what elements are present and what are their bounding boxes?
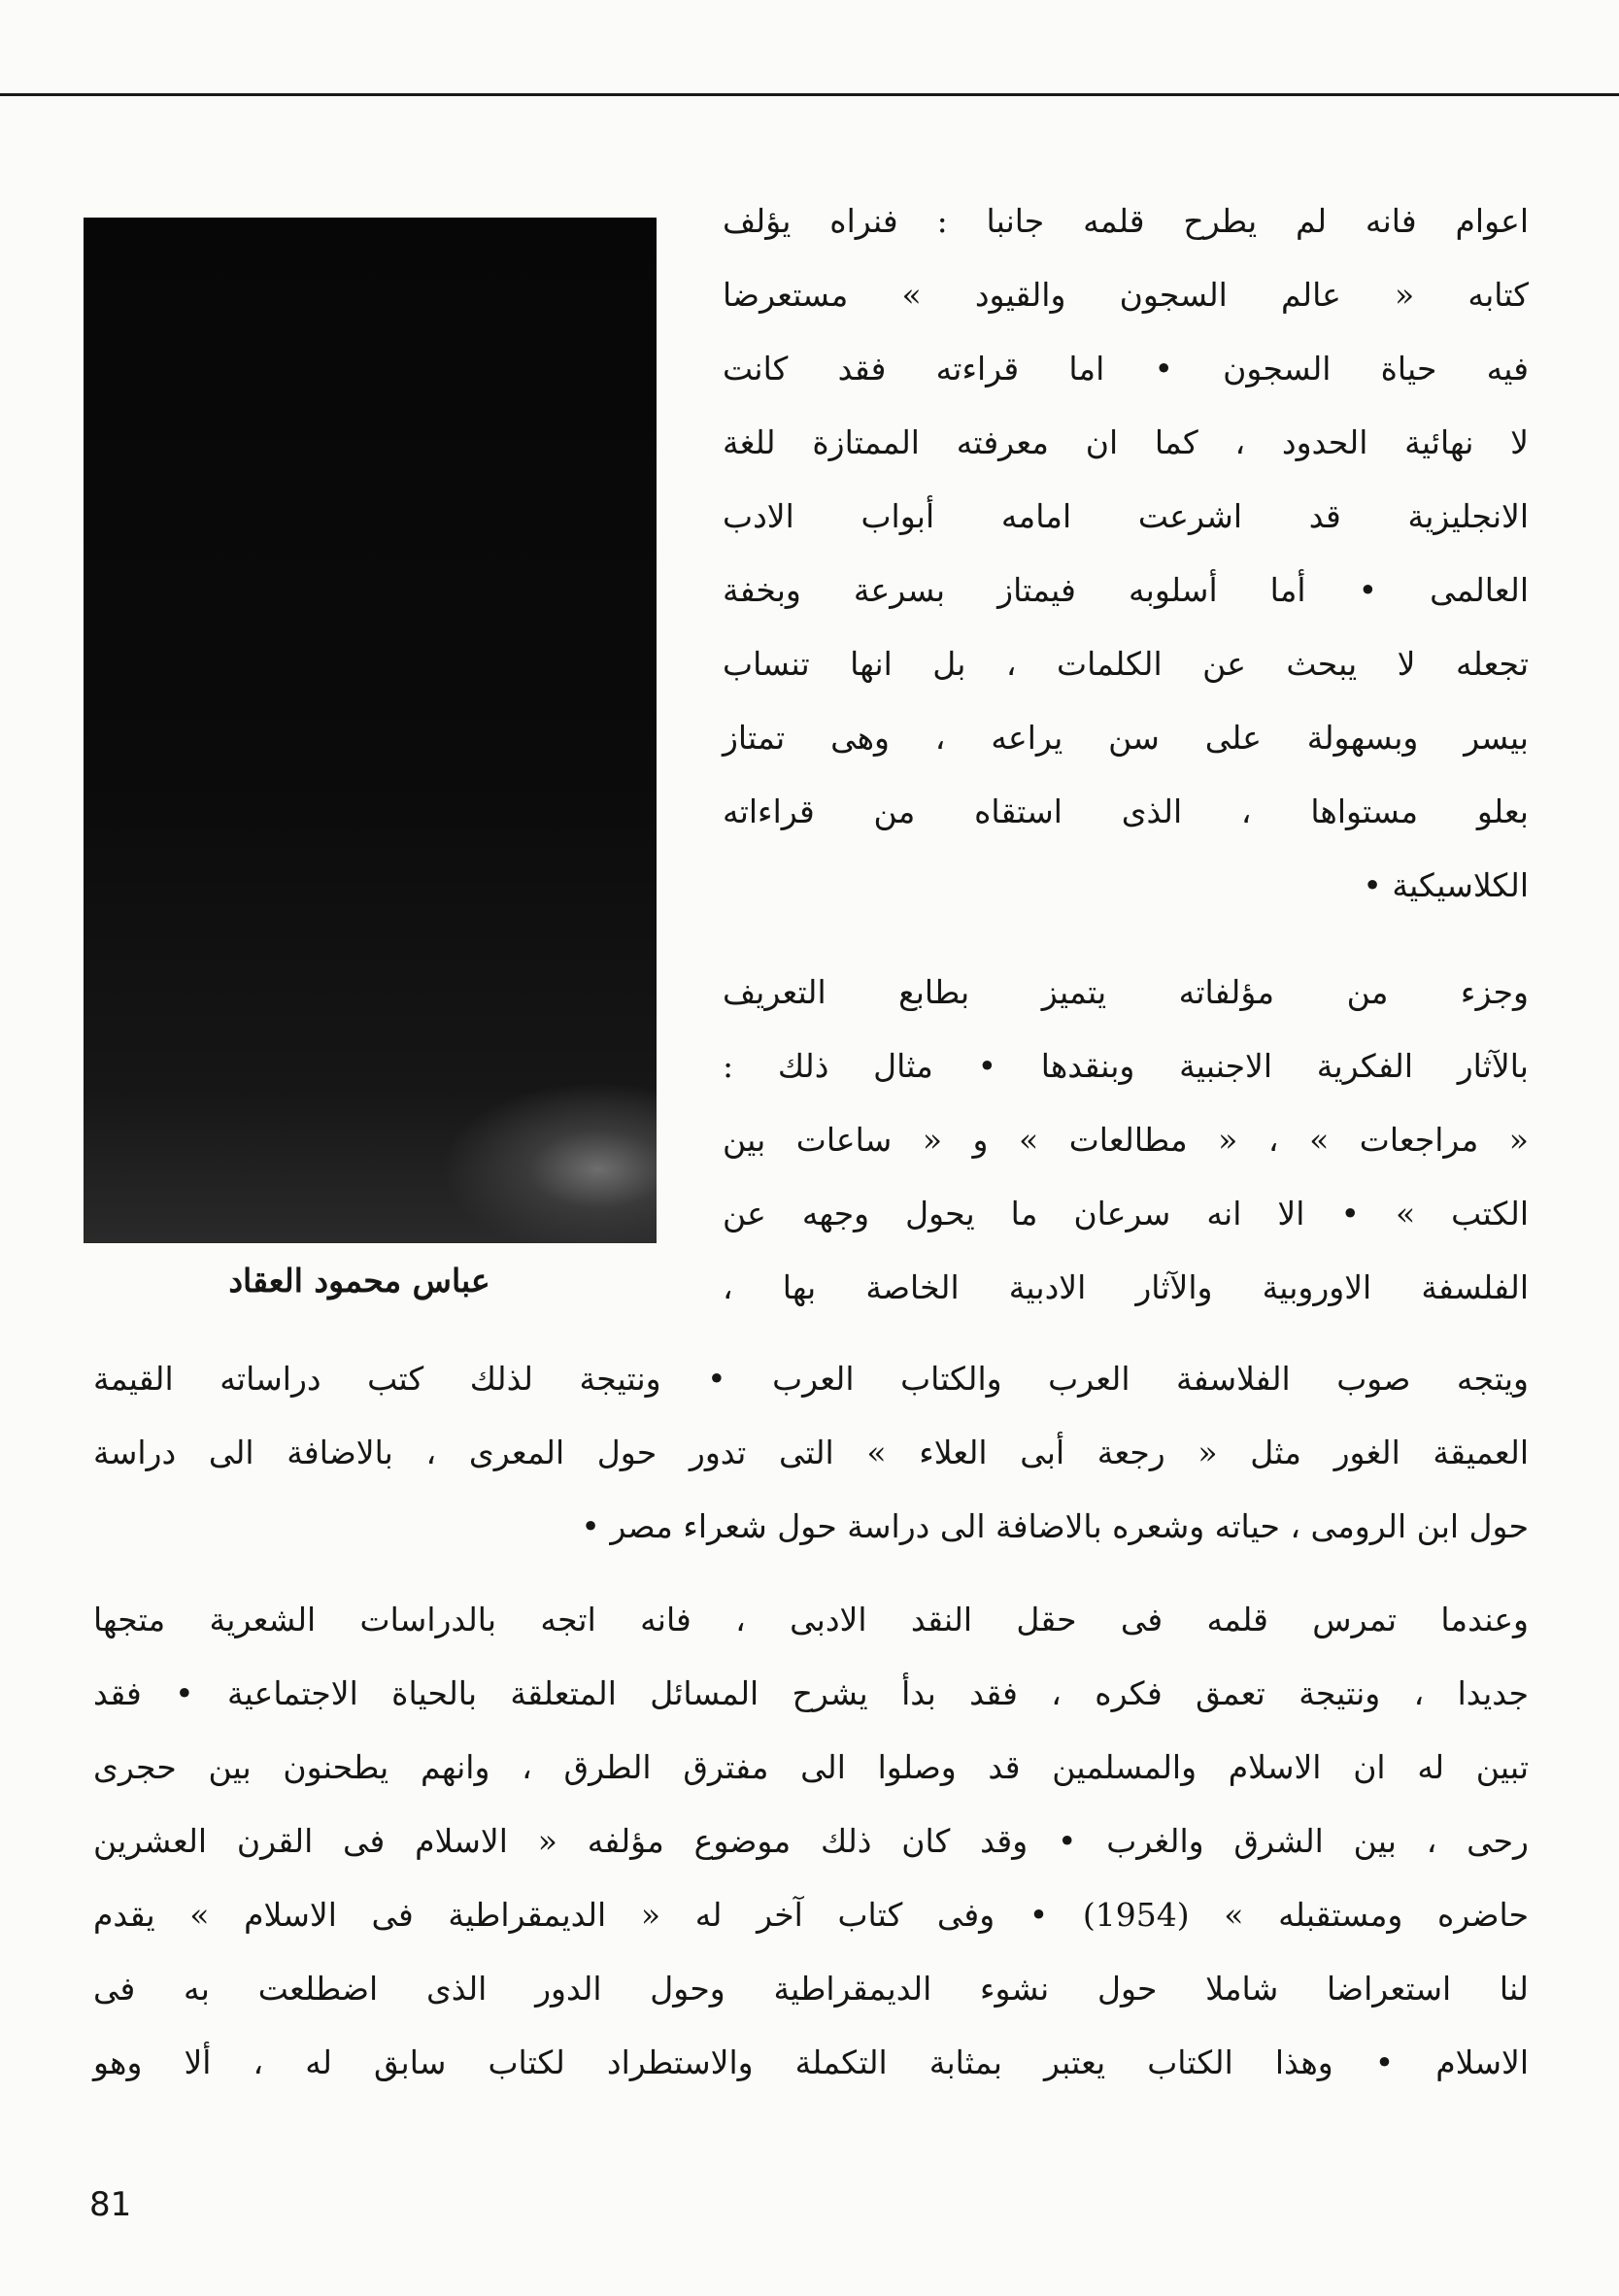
text-line: حاضره ومستقبله » (1954) • وفى كتاب آخر له « الديمقراطية فى الاسلام » يقدم xyxy=(93,1896,1529,1934)
text-line: وجزء من مؤلفاته يتميز بطابع التعريف xyxy=(723,973,1529,1011)
text-line: اعوام فانه لم يطرح قلمه جانبا : فنراه يؤلف xyxy=(723,202,1529,240)
full-width-paragraph-2 xyxy=(93,1583,1529,2100)
text-line: كتابه « عالم السجون والقيود » مستعرضا xyxy=(723,276,1529,314)
text-line: الكتب » • الا انه سرعان ما يحول وجهه عن xyxy=(723,1195,1529,1232)
text-line: « مراجعات » ، « مطالعات » و « ساعات بين xyxy=(723,1121,1529,1159)
text-line: الاسلام • وهذا الكتاب يعتبر بمثابة التكملة والاستطراد لكتاب سابق له ، ألا وهو xyxy=(93,2043,1529,2081)
right-column-text xyxy=(723,185,1529,1325)
text-line: بعلو مستواها ، الذى استقاه من قراءاته xyxy=(723,793,1529,830)
portrait-photo xyxy=(84,218,657,1243)
header-rule xyxy=(0,93,1619,96)
full-width-paragraph-1 xyxy=(93,1342,1529,1564)
text-line: رحى ، بين الشرق والغرب • وقد كان ذلك موضوع مؤلفه « الاسلام فى القرن العشرين xyxy=(93,1822,1529,1860)
text-line: لا نهائية الحدود ، كما ان معرفته الممتازة للغة xyxy=(723,423,1529,461)
text-line: فيه حياة السجون • اما قراءته فقد كانت xyxy=(723,350,1529,388)
text-line: وعندما تمرس قلمه فى حقل النقد الادبى ، فانه اتجه بالدراسات الشعرية متجها xyxy=(93,1601,1529,1638)
text-line: بالآثار الفكرية الاجنبية وبنقدها • مثال ذلك : xyxy=(723,1047,1529,1085)
photo-caption: عباس محمود العقاد xyxy=(228,1262,490,1300)
text-line: ويتجه صوب الفلاسفة العرب والكتاب العرب • ونتيجة لذلك كتب دراساته القيمة xyxy=(93,1360,1529,1398)
text-line: بيسر وبسهولة على سن يراعه ، وهى تمتاز xyxy=(723,719,1529,757)
page-number: 81 xyxy=(89,2185,132,2224)
text-line: الانجليزية قد اشرعت امامه أبواب الادب xyxy=(723,497,1529,535)
text-line: جديدا ، ونتيجة تعمق فكره ، فقد بدأ يشرح المسائل المتعلقة بالحياة الاجتماعية • فقد xyxy=(93,1674,1529,1712)
text-line: العالمى • أما أسلوبه فيمتاز بسرعة وبخفة xyxy=(723,571,1529,609)
text-line: الفلسفة الاوروبية والآثار الادبية الخاصة بها ، xyxy=(723,1268,1529,1306)
text-line: حول ابن الرومى ، حياته وشعره بالاضافة الى دراسة حول شعراء مصر • xyxy=(581,1507,1529,1545)
text-line: تجعله لا يبحث عن الكلمات ، بل انها تنساب xyxy=(723,645,1529,683)
text-line: العميقة الغور مثل « رجعة أبى العلاء » التى تدور حول المعرى ، بالاضافة الى دراسة xyxy=(93,1434,1529,1471)
text-line: لنا استعراضا شاملا حول نشوء الديمقراطية وحول الدور الذى اضطلعت به فى xyxy=(93,1970,1529,2008)
text-line: تبين له ان الاسلام والمسلمين قد وصلوا الى مفترق الطرق ، وانهم يطحنون بين حجرى xyxy=(93,1748,1529,1786)
text-line: الكلاسيكية • xyxy=(1363,866,1529,904)
